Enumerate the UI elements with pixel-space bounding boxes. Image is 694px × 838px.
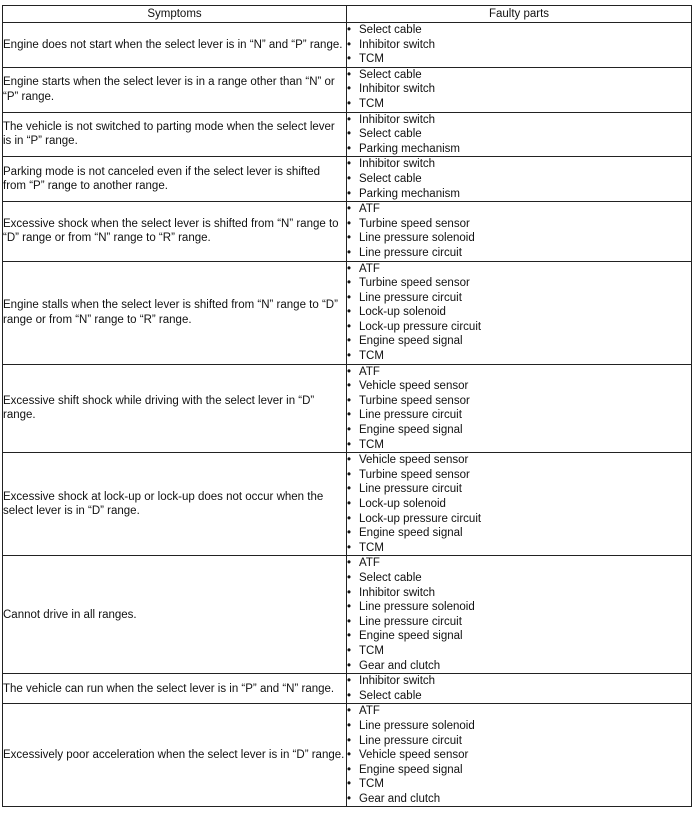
symptom-cell: The vehicle can run when the select lever is in “P” and “N” range. [3, 674, 347, 704]
faulty-part-label: ATF [359, 262, 380, 275]
faulty-part-label: Select cable [359, 128, 422, 141]
bullet-icon: • [347, 291, 352, 304]
bullet-icon: • [347, 557, 352, 570]
faulty-part-label: Engine speed signal [359, 763, 463, 776]
faulty-part-label: Inhibitor switch [359, 586, 436, 599]
list-item [347, 172, 691, 187]
bullet-icon: • [347, 468, 352, 481]
list-item [347, 468, 691, 483]
list-item [347, 379, 691, 394]
list-item [347, 689, 691, 704]
list-item [347, 231, 691, 246]
list-item [347, 586, 691, 601]
faulty-part-label: Select cable [359, 172, 422, 185]
bullet-icon: • [347, 142, 352, 155]
faulty-part-label: Turbine speed sensor [359, 217, 470, 230]
faulty-part-label: Vehicle speed sensor [359, 454, 469, 467]
bullet-icon: • [347, 277, 352, 290]
list-item [347, 600, 691, 615]
faulty-part-label: TCM [359, 541, 384, 554]
table-row [3, 157, 692, 202]
faulty-part-label: Vehicle speed sensor [359, 749, 469, 762]
bullet-icon: • [347, 763, 352, 776]
symptom-cell: Cannot drive in all ranges. [3, 556, 347, 674]
symptom-cell: Engine stalls when the select lever is shifted from “N” range to “D” range or from “N” range to “R” range. [3, 261, 347, 364]
list-item [347, 497, 691, 512]
list-item [347, 453, 691, 468]
faulty-part-label: Select cable [359, 689, 422, 702]
bullet-icon: • [347, 483, 352, 496]
faulty-part-label: Inhibitor switch [359, 83, 436, 96]
bullet-icon: • [347, 394, 352, 407]
table-row [3, 67, 692, 112]
list-item [347, 23, 691, 38]
faulty-part-label: Inhibitor switch [359, 158, 436, 171]
faulty-parts-list [347, 113, 691, 157]
bullet-icon: • [347, 675, 352, 688]
faulty-part-label: ATF [359, 365, 380, 378]
faulty-part-label: Line pressure circuit [359, 615, 462, 628]
bullet-icon: • [347, 380, 352, 393]
faulty-part-label: Engine speed signal [359, 335, 463, 348]
bullet-icon: • [347, 335, 352, 348]
table-row [3, 202, 692, 261]
troubleshooting-table [2, 5, 692, 807]
faulty-part-label: TCM [359, 53, 384, 66]
faulty-parts-cell [347, 202, 692, 261]
faulty-parts-cell [347, 704, 692, 807]
faulty-parts-cell [347, 674, 692, 704]
faulty-part-label: Select cable [359, 571, 422, 584]
list-item [347, 644, 691, 659]
faulty-parts-cell [347, 453, 692, 556]
faulty-part-label: Parking mechanism [359, 142, 460, 155]
bullet-icon: • [347, 262, 352, 275]
faulty-part-label: Line pressure circuit [359, 734, 462, 747]
list-item [347, 556, 691, 571]
faulty-part-label: Line pressure circuit [359, 291, 462, 304]
list-item [347, 719, 691, 734]
bullet-icon: • [347, 601, 352, 614]
list-item [347, 763, 691, 778]
bullet-icon: • [347, 365, 352, 378]
bullet-icon: • [347, 24, 352, 36]
faulty-part-label: Inhibitor switch [359, 38, 436, 51]
list-item [347, 52, 691, 67]
list-item [347, 142, 691, 157]
table-row [3, 364, 692, 453]
faulty-part-label: Line pressure solenoid [359, 601, 475, 614]
faulty-part-label: Line pressure solenoid [359, 232, 475, 245]
faulty-parts-header: Faulty parts [347, 6, 692, 23]
table-row [3, 556, 692, 674]
faulty-part-label: Inhibitor switch [359, 113, 436, 126]
faulty-parts-list [347, 365, 691, 453]
bullet-icon: • [347, 498, 352, 510]
bullet-icon: • [347, 749, 352, 762]
faulty-part-label: Lock-up pressure circuit [359, 320, 482, 333]
list-item [347, 349, 691, 364]
faulty-parts-list [347, 262, 691, 364]
list-item [347, 394, 691, 409]
list-item [347, 748, 691, 763]
faulty-part-label: Turbine speed sensor [359, 277, 470, 290]
faulty-parts-cell [347, 364, 692, 453]
symptoms-header: Symptoms [3, 6, 347, 23]
list-item [347, 276, 691, 291]
bullet-icon: • [347, 113, 352, 126]
faulty-part-label: Inhibitor switch [359, 675, 436, 688]
bullet-icon: • [347, 68, 352, 81]
faulty-parts-cell [347, 261, 692, 364]
bullet-icon: • [347, 350, 352, 363]
list-item [347, 629, 691, 644]
list-item [347, 157, 691, 172]
bullet-icon: • [347, 320, 352, 333]
faulty-parts-list [347, 704, 691, 806]
table-row [3, 704, 692, 807]
list-item [347, 659, 691, 674]
table-row [3, 674, 692, 704]
faulty-part-label: Gear and clutch [359, 792, 441, 805]
faulty-part-label: TCM [359, 97, 384, 110]
symptom-cell: Excessive shock when the select lever is shifted from “N” range to “D” range or from “N” range to “R” range. [3, 202, 347, 261]
faulty-part-label: Lock-up solenoid [359, 306, 446, 319]
bullet-icon: • [347, 172, 352, 185]
bullet-icon: • [347, 541, 352, 554]
faulty-part-label: Gear and clutch [359, 659, 441, 672]
list-item [347, 82, 691, 97]
list-item [347, 113, 691, 128]
symptom-cell: Excessively poor acceleration when the select lever is in “D” range. [3, 704, 347, 807]
list-item [347, 571, 691, 586]
table-row [3, 112, 692, 157]
faulty-part-label: Lock-up solenoid [359, 498, 446, 510]
faulty-part-label: Line pressure circuit [359, 409, 462, 422]
bullet-icon: • [347, 630, 352, 643]
bullet-icon: • [347, 586, 352, 599]
faulty-parts-cell [347, 112, 692, 157]
bullet-icon: • [347, 97, 352, 110]
bullet-icon: • [347, 232, 352, 245]
faulty-parts-cell [347, 556, 692, 674]
symptom-cell: The vehicle is not switched to parting mode when the select lever is in “P” range. [3, 112, 347, 157]
faulty-part-label: Line pressure circuit [359, 483, 462, 496]
list-item [347, 423, 691, 438]
faulty-parts-list [347, 556, 691, 673]
faulty-part-label: Engine speed signal [359, 630, 463, 643]
list-item [347, 792, 691, 807]
bullet-icon: • [347, 246, 352, 259]
symptom-cell: Excessive shock at lock-up or lock-up does not occur when the select lever is in “D” range. [3, 453, 347, 556]
bullet-icon: • [347, 438, 352, 451]
faulty-part-label: Turbine speed sensor [359, 394, 470, 407]
bullet-icon: • [347, 659, 352, 672]
bullet-icon: • [347, 689, 352, 702]
faulty-part-label: Turbine speed sensor [359, 468, 470, 481]
bullet-icon: • [347, 38, 352, 51]
list-item [347, 68, 691, 83]
list-item [347, 187, 691, 202]
faulty-part-label: TCM [359, 438, 384, 451]
bullet-icon: • [347, 792, 352, 805]
faulty-part-label: Lock-up pressure circuit [359, 512, 482, 525]
list-item [347, 482, 691, 497]
bullet-icon: • [347, 719, 352, 732]
faulty-part-label: Engine speed signal [359, 424, 463, 437]
list-item [347, 541, 691, 556]
bullet-icon: • [347, 778, 352, 791]
list-item [347, 512, 691, 527]
bullet-icon: • [347, 615, 352, 628]
bullet-icon: • [347, 454, 352, 467]
list-item [347, 674, 691, 689]
list-item [347, 365, 691, 380]
list-item [347, 97, 691, 112]
faulty-part-label: TCM [359, 350, 384, 363]
bullet-icon: • [347, 527, 352, 540]
list-item [347, 262, 691, 277]
list-item [347, 38, 691, 53]
faulty-parts-list [347, 202, 691, 260]
table-row [3, 23, 692, 68]
symptom-cell: Parking mode is not canceled even if the select lever is shifted from “P” range to another range. [3, 157, 347, 202]
bullet-icon: • [347, 424, 352, 437]
symptom-cell: Excessive shift shock while driving with the select lever in “D” range. [3, 364, 347, 453]
list-item [347, 217, 691, 232]
faulty-part-label: Parking mechanism [359, 187, 460, 200]
faulty-part-label: Select cable [359, 24, 422, 36]
bullet-icon: • [347, 128, 352, 141]
list-item [347, 438, 691, 453]
bullet-icon: • [347, 203, 352, 216]
faulty-part-label: ATF [359, 203, 380, 216]
faulty-part-label: Line pressure circuit [359, 246, 462, 259]
table-row [3, 261, 692, 364]
faulty-part-label: ATF [359, 705, 380, 718]
bullet-icon: • [347, 512, 352, 525]
bullet-icon: • [347, 83, 352, 96]
bullet-icon: • [347, 734, 352, 747]
bullet-icon: • [347, 571, 352, 584]
bullet-icon: • [347, 644, 352, 657]
list-item [347, 127, 691, 142]
faulty-part-label: ATF [359, 557, 380, 570]
bullet-icon: • [347, 158, 352, 171]
symptom-cell: Engine starts when the select lever is in a range other than “N” or “P” range. [3, 67, 347, 112]
faulty-part-label: Line pressure solenoid [359, 719, 475, 732]
faulty-parts-list [347, 453, 691, 555]
faulty-part-label: TCM [359, 644, 384, 657]
faulty-parts-list [347, 674, 691, 703]
list-item [347, 408, 691, 423]
list-item [347, 777, 691, 792]
table-row [3, 453, 692, 556]
faulty-parts-list [347, 23, 691, 67]
bullet-icon: • [347, 306, 352, 319]
faulty-part-label: TCM [359, 778, 384, 791]
faulty-parts-list [347, 157, 691, 201]
list-item [347, 320, 691, 335]
faulty-parts-cell [347, 157, 692, 202]
list-item [347, 615, 691, 630]
list-item [347, 291, 691, 306]
list-item [347, 305, 691, 320]
list-item [347, 526, 691, 541]
faulty-parts-list [347, 68, 691, 112]
faulty-part-label: Select cable [359, 68, 422, 81]
faulty-part-label: Vehicle speed sensor [359, 380, 469, 393]
faulty-parts-cell [347, 23, 692, 68]
list-item [347, 202, 691, 217]
list-item [347, 246, 691, 261]
table-body [3, 23, 692, 807]
bullet-icon: • [347, 187, 352, 200]
bullet-icon: • [347, 53, 352, 66]
table-header-row [3, 6, 692, 23]
symptom-cell: Engine does not start when the select lever is in “N” and “P” range. [3, 23, 347, 68]
list-item [347, 734, 691, 749]
bullet-icon: • [347, 705, 352, 718]
bullet-icon: • [347, 409, 352, 422]
faulty-part-label: Engine speed signal [359, 527, 463, 540]
faulty-parts-cell [347, 67, 692, 112]
list-item [347, 334, 691, 349]
bullet-icon: • [347, 217, 352, 230]
list-item [347, 704, 691, 719]
